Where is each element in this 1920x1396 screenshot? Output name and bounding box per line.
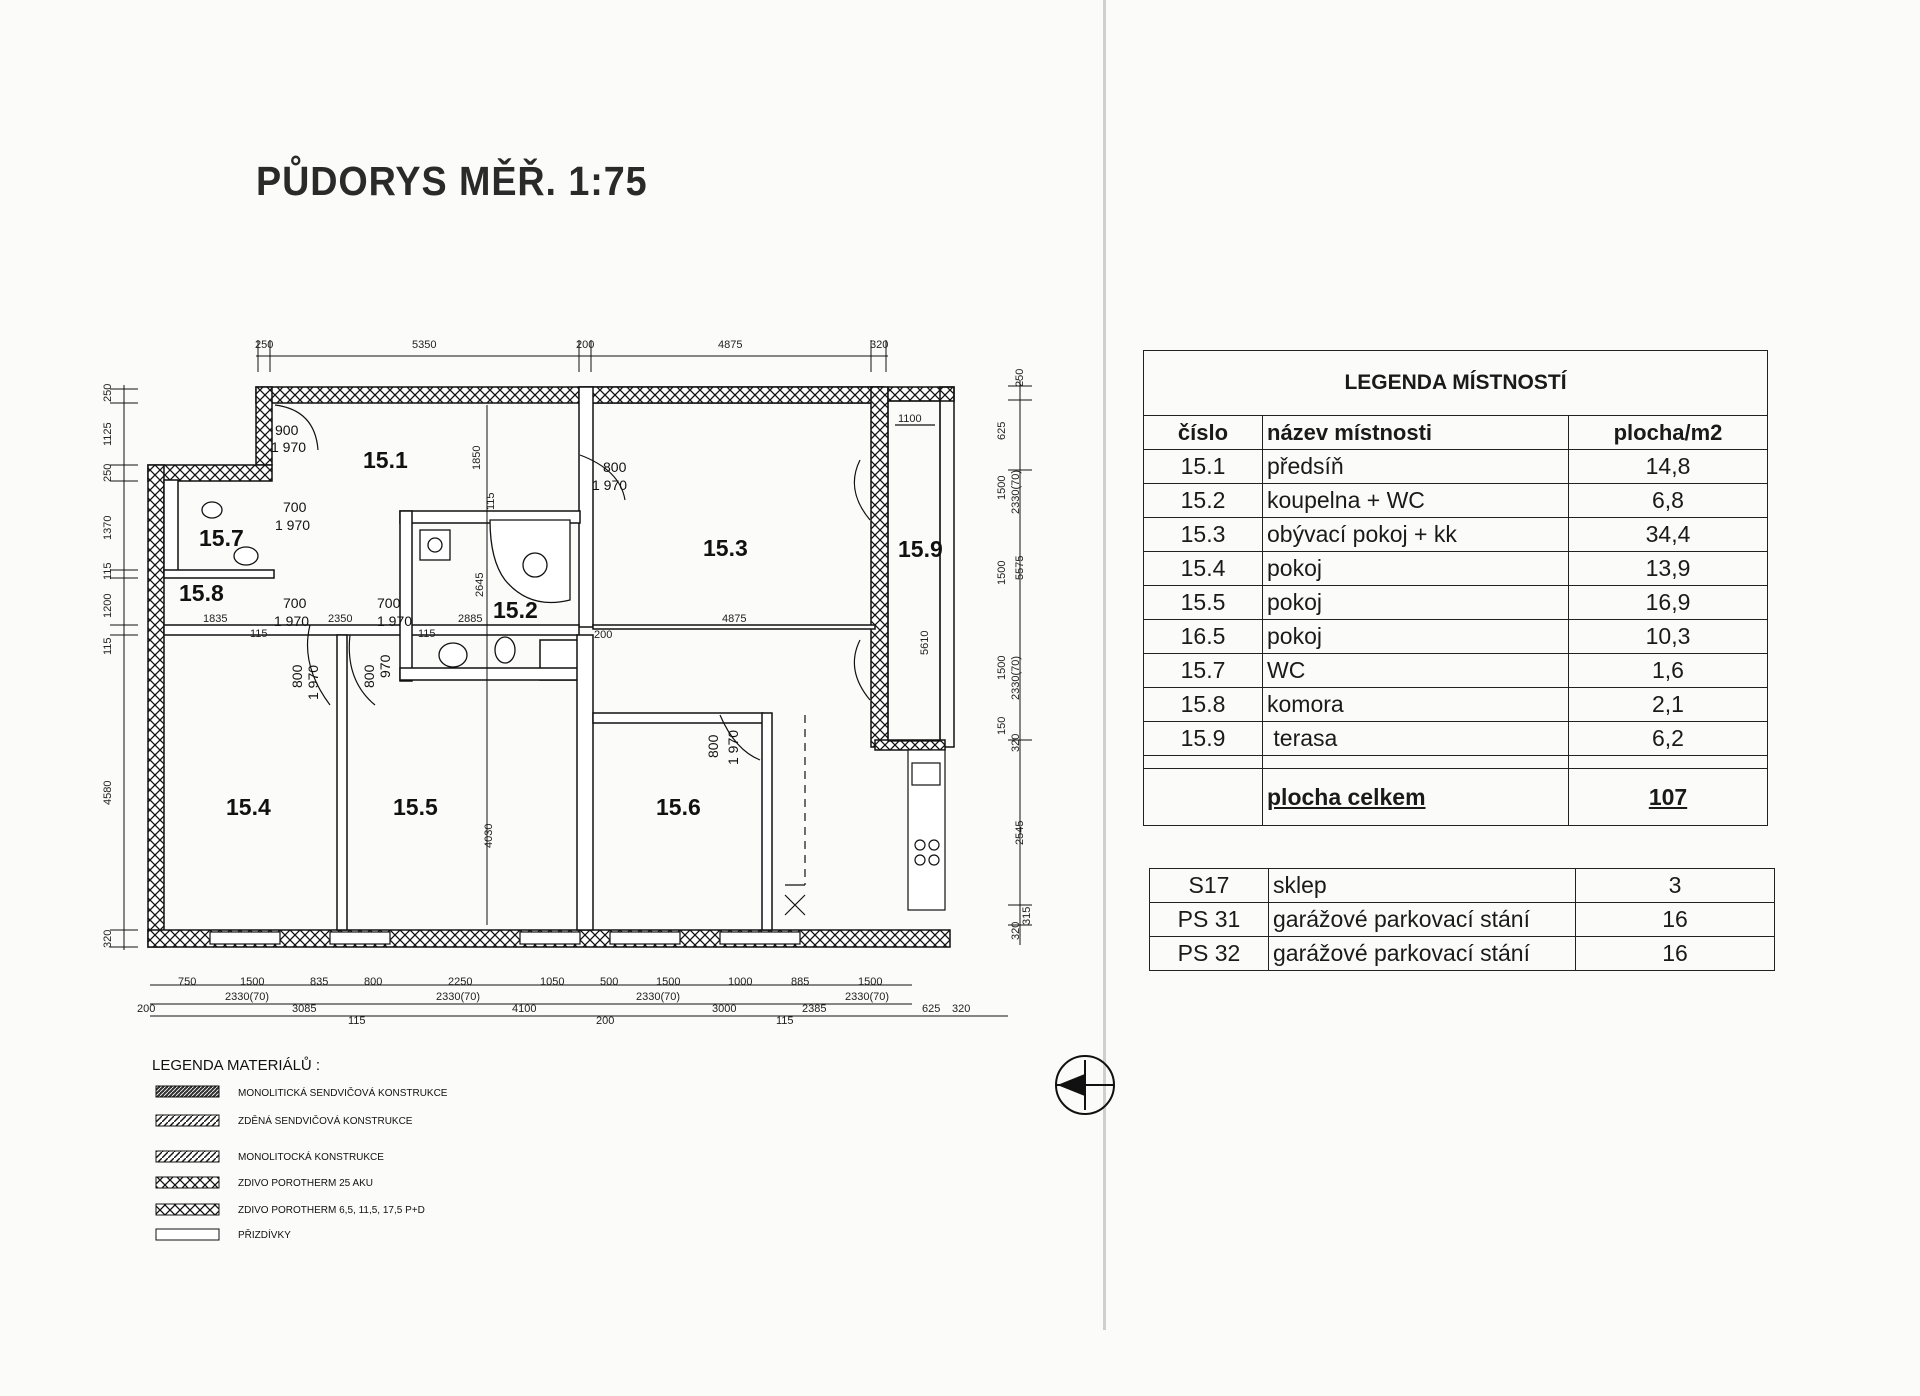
- swatch-4: [156, 1177, 219, 1188]
- material-legend-item-6: PŘIZDÍVKY: [238, 1230, 291, 1241]
- bottom-dim-1-4: 2250: [448, 976, 473, 988]
- bottom-dim-2-3: 2330(70): [436, 991, 481, 1003]
- left-dim-0: 250: [102, 383, 114, 402]
- swatch-1: [156, 1086, 219, 1097]
- stove-icon: [915, 840, 925, 850]
- bottom-dim-2-1: 2330(70): [225, 991, 270, 1003]
- room-legend-header-row: [1144, 416, 1768, 450]
- table-row: [1144, 484, 1768, 518]
- right-dim-12: 320: [1010, 921, 1022, 940]
- table-row: [1150, 869, 1775, 903]
- table-row: [1144, 654, 1768, 688]
- cell-number: S17: [1150, 869, 1269, 903]
- room-label-15-1: 15.1: [363, 447, 408, 473]
- material-legend-item-4: ZDIVO POROTHERM 25 AKU: [238, 1178, 374, 1189]
- top-dim-4: 320: [870, 339, 889, 351]
- north-arrow-icon: [1056, 1056, 1114, 1114]
- top-dim-3: 4875: [718, 339, 743, 351]
- door-label-g-w: 800: [361, 664, 377, 688]
- cell-number: 15.8: [1144, 688, 1263, 722]
- bottom-dim-1-10: 1500: [858, 976, 883, 988]
- room-label-15-8: 15.8: [179, 580, 224, 606]
- cell-number: PS 32: [1150, 937, 1269, 971]
- terrace: [888, 401, 940, 741]
- bottom-dim-2-8: 2330(70): [845, 991, 890, 1003]
- bottom-dim-3-1: 200: [596, 1015, 615, 1027]
- inner-dim-7: 200: [594, 629, 613, 641]
- cell-name: koupelna + WC: [1263, 484, 1569, 518]
- door-label-b-w: 700: [283, 499, 307, 515]
- inner-dim-1: 115: [485, 492, 497, 510]
- room-label-15-6: 15.6: [656, 794, 701, 820]
- swatch-5: [156, 1204, 219, 1215]
- bottom-dim-2-4: 4100: [512, 1003, 537, 1015]
- bottom-dim-2-10: 320: [952, 1003, 971, 1015]
- bottom-dim-1-8: 1000: [728, 976, 753, 988]
- right-dim-1: 625: [996, 421, 1008, 440]
- material-legend-item-3: MONOLITOCKÁ KONSTRUKCE: [238, 1152, 384, 1163]
- swatch-6: [156, 1229, 219, 1240]
- cell-area: 16,9: [1569, 586, 1768, 620]
- bottom-dim-1-2: 835: [310, 976, 329, 988]
- room-legend-table: [1143, 350, 1768, 826]
- col-header-area: plocha/m2: [1569, 416, 1768, 450]
- door-label-e-w: 700: [377, 595, 401, 611]
- left-dim-8: 320: [102, 929, 114, 948]
- cell-area: 6,8: [1569, 484, 1768, 518]
- inner-dim-4: 2350: [328, 613, 353, 625]
- table-row: [1150, 937, 1775, 971]
- right-dim-10: 320: [1010, 733, 1022, 752]
- bottom-dim-1-6: 500: [600, 976, 619, 988]
- door-label-d-w: 700: [283, 595, 307, 611]
- bottom-dim-1-9: 885: [791, 976, 810, 988]
- top-dim-2: 200: [576, 339, 595, 351]
- cell-area: 1,6: [1569, 654, 1768, 688]
- cell-name: pokoj: [1263, 552, 1569, 586]
- bottom-dims-row-2: [137, 991, 970, 1015]
- top-dimension-line: [256, 340, 888, 372]
- left-dim-5: 1200: [102, 593, 114, 618]
- page-title: PŮDORYS MĚŘ. 1:75: [256, 158, 648, 204]
- room-label-15-3: 15.3: [703, 535, 748, 561]
- room-label-15-7: 15.7: [199, 525, 244, 551]
- spacer-row: [1144, 756, 1768, 769]
- room-label-15-5: 15.5: [393, 794, 438, 820]
- bottom-dim-2-9: 625: [922, 1003, 941, 1015]
- bottom-dim-1-7: 1500: [656, 976, 681, 988]
- door-label-h-h: 1 970: [725, 729, 741, 765]
- left-dim-4: 115: [102, 562, 114, 580]
- cell-name: garážové parkovací stání: [1269, 903, 1576, 937]
- bottom-dim-2-2: 3085: [292, 1003, 317, 1015]
- cell-area: 14,8: [1569, 450, 1768, 484]
- cell-number: 15.5: [1144, 586, 1263, 620]
- cell-name: sklep: [1269, 869, 1576, 903]
- cell-name: obývací pokoj + kk: [1263, 518, 1569, 552]
- right-dim-9: 150: [996, 716, 1008, 735]
- cell-name: pokoj: [1263, 586, 1569, 620]
- door-label-f-w: 800: [289, 664, 305, 688]
- left-dim-labels: [102, 384, 114, 948]
- left-dim-3: 1370: [102, 515, 114, 540]
- col-header-name: název místnosti: [1263, 416, 1569, 450]
- cell-area: 16: [1576, 937, 1775, 971]
- door-label-c-w: 800: [603, 459, 627, 475]
- door-label-h-w: 800: [705, 734, 721, 758]
- left-dim-2: 250: [102, 463, 114, 482]
- toilet-icon: [202, 502, 222, 518]
- room-legend-title: LEGENDA MÍSTNOSTÍ: [1144, 351, 1768, 416]
- inner-dim-2: 2645: [474, 572, 486, 597]
- sink-icon: [912, 763, 940, 785]
- cell-name: WC: [1263, 654, 1569, 688]
- left-dim-7: 4580: [102, 780, 114, 805]
- cell-number: 15.1: [1144, 450, 1263, 484]
- bathroom-fixtures: [202, 502, 570, 667]
- material-legend-item-2: ZDĚNÁ SENDVIČOVÁ KONSTRUKCE: [238, 1116, 413, 1127]
- left-dim-1: 1125: [102, 422, 114, 446]
- inner-dim-3: 1835: [203, 613, 228, 625]
- toilet-icon: [495, 637, 515, 663]
- cell-area: 13,9: [1569, 552, 1768, 586]
- swatch-3: [156, 1151, 219, 1162]
- door-label-d-h: 1 970: [274, 613, 310, 629]
- swatch-2: [156, 1115, 219, 1126]
- left-dim-6: 115: [102, 637, 114, 655]
- cell-area: 16: [1576, 903, 1775, 937]
- cell-name: předsíň: [1263, 450, 1569, 484]
- bottom-dim-3-0: 115: [348, 1015, 366, 1027]
- bottom-dim-3-2: 115: [776, 1015, 794, 1027]
- table-row: [1144, 552, 1768, 586]
- material-legend-heading: LEGENDA MATERIÁLŮ :: [152, 1057, 321, 1074]
- bottom-dim-1-3: 800: [364, 976, 383, 988]
- right-dim-13: 315: [1021, 906, 1033, 925]
- bottom-dim-2-6: 3000: [712, 1003, 737, 1015]
- material-legend-item-5: ZDIVO POROTHERM 6,5, 11,5, 17,5 P+D: [238, 1205, 425, 1216]
- total-label: plocha celkem: [1267, 783, 1426, 810]
- bottom-dim-2-0: 200: [137, 1003, 156, 1015]
- cell-area: 10,3: [1569, 620, 1768, 654]
- bottom-dim-1-0: 750: [178, 976, 197, 988]
- right-dim-11: 2545: [1014, 820, 1026, 845]
- top-dim-1: 5350: [412, 339, 437, 351]
- right-dim-2: 1500: [996, 475, 1008, 500]
- cell-name: garážové parkovací stání: [1269, 937, 1576, 971]
- bottom-dim-1-5: 1050: [540, 976, 565, 988]
- material-legend-item-1: MONOLITICKÁ SENDVIČOVÁ KONSTRUKCE: [238, 1088, 448, 1099]
- right-dim-4: 5575: [1014, 555, 1026, 580]
- col-header-number: číslo: [1144, 416, 1263, 450]
- cell-area: 6,2: [1569, 722, 1768, 756]
- total-value: 107: [1648, 783, 1688, 810]
- cell-name: pokoj: [1263, 620, 1569, 654]
- table-row: [1144, 586, 1768, 620]
- door-label-e-h: 1 970: [377, 613, 413, 629]
- inner-dim-5: 2885: [458, 613, 483, 625]
- total-row: [1144, 769, 1768, 826]
- door-label-g-h: 970: [377, 654, 393, 678]
- cell-area: 34,4: [1569, 518, 1768, 552]
- room-label-15-9: 15.9: [898, 536, 943, 562]
- sink-icon: [439, 643, 467, 667]
- door-label-a-w: 900: [275, 422, 299, 438]
- cell-area: 3: [1576, 869, 1775, 903]
- room-label-15-4: 15.4: [226, 794, 271, 820]
- cell-name: komora: [1263, 688, 1569, 722]
- cell-number: PS 31: [1150, 903, 1269, 937]
- table-row: [1144, 450, 1768, 484]
- material-legend-swatches: [156, 1086, 219, 1240]
- table-row: [1144, 620, 1768, 654]
- cell-number: 15.2: [1144, 484, 1263, 518]
- cell-number: 15.3: [1144, 518, 1263, 552]
- bottom-dim-2-7: 2385: [802, 1003, 827, 1015]
- door-label-f-h: 1 970: [305, 664, 321, 700]
- top-dim-0: 250: [255, 339, 274, 351]
- bottom-dims-row-3: [348, 1015, 794, 1027]
- right-dim-6: 5610: [919, 630, 931, 655]
- cell-number: 15.4: [1144, 552, 1263, 586]
- kitchen-unit: [908, 750, 945, 910]
- inner-dim-10: 4030: [483, 823, 495, 848]
- inner-dim-9: 115: [418, 628, 436, 640]
- right-dim-3: 2330(70): [1010, 469, 1022, 514]
- cell-area: 2,1: [1569, 688, 1768, 722]
- inner-dim-6: 4875: [722, 613, 747, 625]
- table-row: [1144, 722, 1768, 756]
- bottom-dim-2-5: 2330(70): [636, 991, 681, 1003]
- right-dim-5: 1500: [996, 560, 1008, 585]
- room-label-15-2: 15.2: [493, 597, 538, 623]
- table-row: [1144, 688, 1768, 722]
- parking-cellar-table: [1149, 868, 1775, 971]
- cell-number: 15.7: [1144, 654, 1263, 688]
- cell-number: 16.5: [1144, 620, 1263, 654]
- inner-dim-11: 1100: [898, 413, 922, 425]
- right-dim-8: 2330(70): [1010, 655, 1022, 700]
- inner-dim-0: 1850: [471, 445, 483, 470]
- door-label-a-h: 1 970: [271, 439, 307, 455]
- table-row: [1150, 903, 1775, 937]
- cell-name: terasa: [1263, 722, 1569, 756]
- door-label-b-h: 1 970: [275, 517, 311, 533]
- cell-number: 15.9: [1144, 722, 1263, 756]
- table-row: [1144, 518, 1768, 552]
- inner-dim-8: 115: [250, 628, 268, 640]
- left-dimension-line: [110, 385, 138, 950]
- bottom-dim-1-1: 1500: [240, 976, 265, 988]
- door-label-c-h: 1 970: [592, 477, 628, 493]
- bottom-dims-row-1: [178, 976, 882, 988]
- right-dim-0: 250: [1014, 368, 1026, 387]
- right-dim-7: 1500: [996, 655, 1008, 680]
